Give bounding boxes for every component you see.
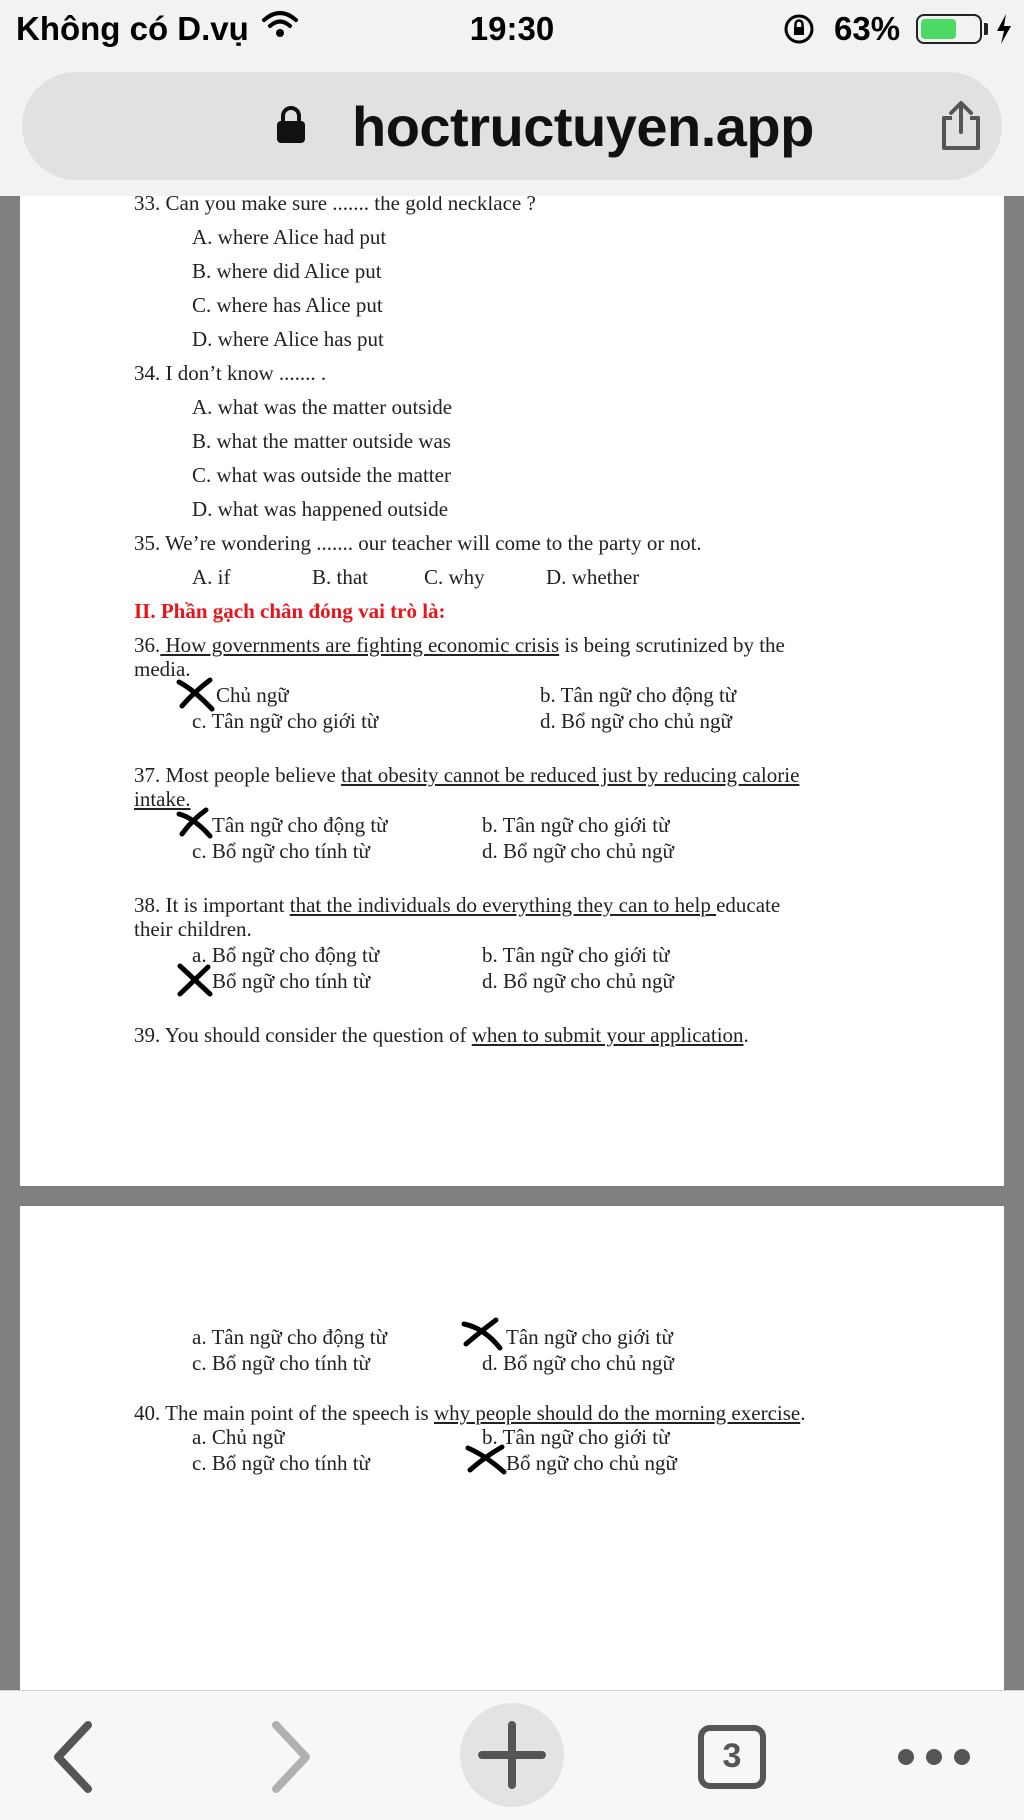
address-bar[interactable] [22,72,1002,180]
q36-option-b: b. Tân ngữ cho động từ [540,683,737,707]
q39-option-c: c. Bổ ngữ cho tính từ [192,1351,370,1375]
q37-line2: intake. [134,787,191,811]
cross-mark-icon [176,806,216,840]
q36-option-c: c. Tân ngữ cho giới từ [192,709,379,733]
q39-option-d: d. Bổ ngữ cho chủ ngữ [482,1351,674,1375]
more-icon[interactable] [896,1747,972,1772]
q39-suffix: . [743,1023,749,1047]
q38-line2: their children. [134,917,252,941]
pdf-page-2 [20,1206,1004,1690]
q33-option-d: D. where Alice has put [192,327,384,351]
q36-option-a: Chủ ngữ [216,683,289,707]
q35-option-c: C. why [424,565,485,589]
pdf-viewer[interactable] [0,196,1024,1690]
q38-prefix: 38. It is important [134,893,290,917]
q35-option-a: A. if [192,565,231,589]
q39-option-a: a. Tân ngữ cho động từ [192,1325,388,1349]
cross-mark-icon [464,1442,510,1476]
q35-option-d: D. whether [546,565,640,589]
q38-option-c: Bổ ngữ cho tính từ [212,969,371,993]
q38-underlined: that the individuals do everything they can to help [289,893,717,917]
battery-tip [984,23,988,35]
q40-underlined: why people should do the morning exercise [433,1401,801,1425]
back-icon[interactable] [48,1719,98,1800]
q34-stem: 34. I don’t know ....... . [134,361,327,385]
cross-mark-icon [176,676,216,712]
q38-option-d: d. Bổ ngữ cho chủ ngữ [482,969,674,993]
q33-option-b: B. where did Alice put [192,259,382,283]
q33-option-c: C. where has Alice put [192,293,383,317]
q36-line2: media. [134,657,191,681]
carrier-label: Không có D.vụ [16,10,249,47]
new-tab-icon [460,1703,564,1807]
new-tab-button[interactable] [460,1703,564,1807]
q40-option-d: Bổ ngữ cho chủ ngữ [506,1451,677,1475]
q33-stem: 33. Can you make sure ....... the gold necklace ? [134,196,536,215]
q34-option-d: D. what was happened outside [192,497,449,521]
q39-prefix: 39. You should consider the question of [134,1023,472,1047]
share-icon[interactable] [938,100,984,157]
cross-mark-icon [176,962,214,998]
q35-option-b: B. that [312,565,368,589]
url-text[interactable]: hoctructuyen.app [352,95,814,158]
q38-rest: educate [716,893,781,917]
lock-icon [274,104,308,151]
q39-option-b: Tân ngữ cho giới từ [506,1325,673,1349]
cross-mark-icon [460,1316,508,1352]
forward-icon[interactable] [266,1719,316,1800]
section-heading: II. Phần gạch chân đóng vai trò là: [134,599,446,623]
clock-time: 19:30 [469,10,555,47]
q34-option-a: A. what was the matter outside [192,395,453,419]
tabs-icon[interactable]: 3 [698,1725,766,1789]
q36-rest: is being scrutinized by the [559,633,785,657]
q37-stem [134,762,799,789]
charging-bolt-icon [994,12,1014,51]
q38-option-a: a. Bổ ngữ cho động từ [192,943,380,967]
q35-stem: 35. We’re wondering ....... our teacher will come to the party or not. [134,531,702,555]
q37-option-a: Tân ngữ cho động từ [212,813,388,837]
q39-underlined: when to submit your application [471,1023,744,1047]
q37-prefix: 37. Most people believe [134,763,342,787]
q39-stem [134,1022,749,1049]
q36-number: 36. [134,633,161,657]
q36-stem [134,632,910,659]
q40-option-a: a. Chủ ngữ [192,1425,285,1449]
status-bar [0,0,1024,56]
battery-percent: 63% [834,10,901,47]
q36-option-d: d. Bổ ngữ cho chủ ngữ [540,709,732,733]
q38-option-b: b. Tân ngữ cho giới từ [482,943,670,967]
q36-underlined: How governments are fighting economic crisis [160,633,560,657]
q40-suffix: . [800,1401,806,1425]
rotation-lock-icon [782,12,816,51]
q34-option-c: C. what was outside the matter [192,463,451,487]
battery-icon [916,14,982,44]
q40-option-c: c. Bổ ngữ cho tính từ [192,1451,370,1475]
bottom-toolbar [0,1690,1024,1820]
q33-option-a: A. where Alice had put [192,225,387,249]
q40-prefix: 40. The main point of the speech is [134,1401,434,1425]
q37-option-c: c. Bổ ngữ cho tính từ [192,839,370,863]
pdf-page-1 [20,196,1004,1186]
q37-option-b: b. Tân ngữ cho giới từ [482,813,670,837]
q34-option-b: B. what the matter outside was [192,429,451,453]
q37-underlined: that obesity cannot be reduced just by reducing calorie [341,763,800,787]
q37-option-d: d. Bổ ngữ cho chủ ngữ [482,839,674,863]
q40-option-b: b. Tân ngữ cho giới từ [482,1425,670,1449]
